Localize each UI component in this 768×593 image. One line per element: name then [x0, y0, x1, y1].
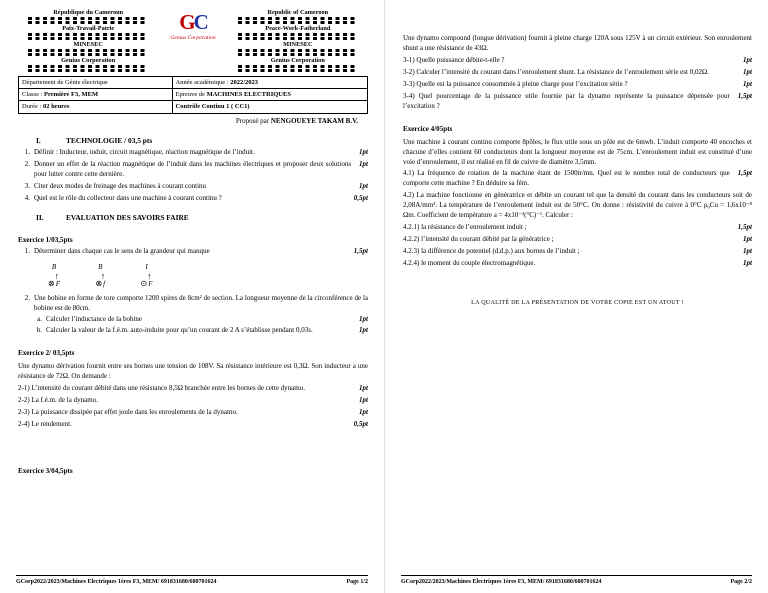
- logo-caption: Genius Corporation: [170, 35, 216, 41]
- up-arrow-icon: ↑: [100, 270, 106, 281]
- section-1-heading: [18, 136, 368, 147]
- vector-label-top: I⃗: [145, 263, 154, 272]
- points-badge: 1pt: [359, 383, 368, 392]
- country-en: Republic of Cameroon: [267, 9, 329, 16]
- dotted-rule: [28, 69, 148, 72]
- ex3-q4: 1,5pt 3-4) Quel pourcentage de la puissance utile fournie par la dynamo représente la puissance dépensée pour l’excitation ?: [403, 91, 752, 110]
- points-badge: 1pt: [359, 148, 368, 157]
- field-symbol-icon: ⊗: [48, 278, 55, 288]
- item-number: 4.: [24, 193, 30, 202]
- country-fr: République du Cameroun: [53, 9, 124, 16]
- tech-item-3: [18, 182, 368, 192]
- academic-year-label: Année académique :: [175, 78, 231, 86]
- item-text: Une bobine en forme de tore comporte 1200 spires de 8cm² de section. La longueur moyenne de la circonférence de la bobine est de 80cm.: [34, 294, 368, 313]
- section-1-title: TECHNOLOGIE / 03,5 pts: [66, 135, 153, 145]
- dotted-rule: [28, 37, 148, 40]
- page-number: Page 2/2: [730, 579, 752, 586]
- vector-label-top: B⃗: [51, 263, 62, 272]
- ex4-q2-1: 1,5pt 4.2.1) la résistance de l’enroulement induit ;: [403, 223, 752, 232]
- vector-label-top: B⃗: [98, 263, 108, 272]
- letterhead-french: [18, 9, 158, 73]
- item-text: 1pt Donner un effet de la réaction magnétique de l’induit dans les machines électriques et proposer deux solutions pour lutter contre cette dernière.: [34, 159, 368, 178]
- dotted-rule: [238, 37, 358, 40]
- points-badge: 1pt: [359, 407, 368, 416]
- tech-item-4: [18, 194, 368, 204]
- points-badge: 1,5pt: [737, 169, 752, 178]
- exercise-4-intro: Une machine à courant continu comporte 8pôles, le flux utile sous un pôle est de 6mwb. L’induit comporte 40 encoches et chacune d’elles contient 60 conducteurs dont la longueur moyenne est de 75cm. L’enroulement induit est constitué d’une voie d’enroulement, il est réalisé en fil de cuivre de diamètre 3,5mm.: [403, 137, 752, 166]
- class-value: Première F3, MEM: [44, 91, 99, 99]
- up-arrow-icon: ↑: [54, 270, 59, 281]
- dotted-rule: [28, 49, 148, 52]
- points-badge: 1,5pt: [737, 223, 752, 232]
- school-en: Genius Corporation: [270, 56, 325, 64]
- ex2-q2: 1pt 2-2) La f.é.m. de la dynamo.: [18, 395, 368, 404]
- item-number: 1.: [24, 148, 30, 157]
- item-number: 1.: [24, 247, 30, 256]
- points-badge: 1pt: [359, 395, 368, 404]
- tech-item-2: [18, 160, 368, 180]
- ex3-q3: 1pt 3-3) Quelle est la puissance consommée à pleine charge pour l’excitation série ?: [403, 79, 752, 88]
- ex4-q1: 1,5pt 4.1) La fréquence de rotation de la machine étant de 1500tr/mn. Quel est le nombre total de conducteurs que comporte cette machine ? En déduire sa fém.: [403, 169, 752, 188]
- dotted-rule: [238, 33, 358, 36]
- item-number: b.: [36, 325, 42, 334]
- class-label: Classe :: [22, 91, 45, 99]
- dotted-rule: [28, 33, 148, 36]
- page-2: [384, 0, 768, 593]
- ex4-q2-3: 1pt 4.2.3) la différence de potentiel (d.d.p.) aux bornes de l’induit ;: [403, 247, 752, 255]
- duration-cell: [19, 101, 173, 113]
- proposed-by: [18, 117, 368, 127]
- item-number: 2.: [24, 159, 30, 168]
- section-2-number: II.: [36, 212, 44, 222]
- logo-gc-icon: [158, 12, 227, 33]
- ex3-q2: 1pt 3-2) Calculer l’intensité du courant dans l’enroulement shunt. La résistance de l’enroulement série est 0,02Ω.: [403, 67, 752, 76]
- item-text: 1,5pt Déterminer dans chaque cas le sens de la grandeur qui manque: [34, 247, 368, 256]
- item-text: 1pt Calculer la valeur de la f.é.m. auto-induite pour qu’un courant de 2 A s’établisse pendant 0,03s.: [46, 325, 368, 334]
- points-badge: 1,5pt: [353, 247, 368, 256]
- ex4-q2-4: 1pt 4.2.4) le moment du couple électromagnétique.: [403, 258, 752, 267]
- letterhead: [18, 9, 368, 73]
- exercise-4-title: Exercice 4/05pts: [403, 124, 453, 133]
- department-cell: Département de Génie électrique: [19, 76, 173, 88]
- exercise-1-title: Exercice 1/03,5pts: [18, 236, 73, 245]
- table-row: [19, 76, 368, 88]
- points-badge: 1pt: [359, 159, 368, 168]
- subject-value: MACHINES ELECTRIQUES: [206, 91, 291, 99]
- dotted-rule: [238, 21, 358, 24]
- dotted-rule: [28, 21, 148, 24]
- exam-type-cell: Contrôle Continu 1 ( CC1): [172, 101, 367, 113]
- field-symbol-icon: ⊗: [95, 278, 103, 288]
- dotted-rule: [28, 53, 148, 56]
- field-symbol-icon: ⊙: [140, 278, 148, 288]
- dotted-rule: [238, 69, 358, 72]
- points-badge: 0,5pt: [353, 193, 368, 202]
- up-arrow-icon: ↑: [147, 270, 152, 281]
- exercise-2-intro: Une dynamo dérivation fournit entre ses bornes une tension de 108V. Sa résistance intérieure est 0,3Ω. Son inducteur a une résistance de 72Ω. On demande :: [18, 361, 368, 380]
- logo-letter-c: C: [193, 10, 207, 34]
- points-badge: 1pt: [359, 181, 368, 190]
- ex2-q3: 1pt 2-3) La puissance dissipée par effet joule dans les enroulements de la dynamo.: [18, 407, 368, 416]
- page-1-footer: [16, 575, 368, 587]
- item-text: 1pt Définir : Inducteur, induit, circuit magnétique, réaction magnétique de l’induit.: [34, 148, 368, 157]
- dotted-rule: [28, 17, 148, 20]
- vector-label-bottom: ⊙F⃗: [140, 278, 158, 288]
- ex1-q1: [18, 247, 368, 257]
- dotted-rule: [28, 65, 148, 68]
- dotted-rule: [238, 65, 358, 68]
- vector-diagram-1: [48, 264, 65, 288]
- vector-diagram-2: [95, 264, 110, 288]
- motto-en: Peace-Work-Fatherland: [265, 24, 331, 32]
- ex4-q2-2: 1pt 4.2.2) l’intensité du courant débité par la génératrice ;: [403, 235, 752, 244]
- ministry-fr: MINESEC: [73, 40, 103, 48]
- points-badge: 1pt: [743, 235, 752, 244]
- quality-note: LA QUALITÉ DE LA PRÉSENTATION DE VOTRE COPIE EST UN ATOUT !: [471, 299, 684, 306]
- ministry-en: MINESEC: [283, 40, 313, 48]
- subject-label: Epreuve de: [175, 91, 207, 99]
- exam-info-table: [18, 76, 368, 114]
- ex1-q2-sub-a: [34, 315, 368, 325]
- table-row: [19, 101, 368, 113]
- dotted-rule: [238, 53, 358, 56]
- ex2-q4: 0,5pt 2-4) Le rendement.: [18, 419, 368, 428]
- ex4-q2: 4.2) La machine fonctionne en génératrice et débite un courant tel que la densité du courant dans les conducteurs soit de 2,08A/mm². La température de l’enroulement induit est de 50°C. On donne : résistivité du cuivre à 0°C ρ₀Cu = 1,6x10⁻⁸ Ωm. Coefficient de température a = 4x10⁻³(°C)⁻¹. Calculer :: [403, 191, 752, 220]
- points-badge: 1pt: [359, 314, 368, 323]
- item-number: 3.: [24, 181, 30, 190]
- vector-diagram-3: [141, 264, 158, 288]
- dotted-rule: [238, 17, 358, 20]
- section-2-title: EVALUATION DES SAVOIRS FAIRE: [66, 212, 189, 222]
- vector-label-bottom: ⊗f⃗: [95, 278, 111, 288]
- vector-label-bottom: ⊗F⃗: [48, 278, 66, 288]
- points-badge: 1pt: [743, 55, 752, 64]
- motto-fr: Paix-Travail-Patrie: [62, 24, 115, 32]
- logo-letter-g: G: [179, 10, 194, 34]
- duration-value: 02 heures: [42, 103, 70, 111]
- item-text: 1pt Citer deux modes de freinage des machines à courant continu: [34, 181, 368, 190]
- academic-year-cell: [172, 76, 367, 88]
- points-badge: 1pt: [743, 247, 752, 255]
- points-badge: 0,5pt: [353, 419, 368, 428]
- letterhead-english: [228, 9, 368, 73]
- item-number: 2.: [24, 294, 30, 303]
- ex3-q1: 1pt 3-1) Quelle puissance débite-t-elle ?: [403, 55, 752, 64]
- subject-cell: [172, 89, 367, 101]
- footer-reference: GCorp2022/2023/Machines Electriques 1ères F3, MEM/ 691831680/680701624: [16, 579, 217, 586]
- points-badge: 1pt: [743, 79, 752, 88]
- vector-diagrams: [48, 264, 368, 288]
- academic-year-value: 2022/2023: [230, 78, 259, 86]
- school-fr: Genius Corporation: [61, 56, 116, 64]
- item-text: 0,5pt Quel est le rôle du collecteur dans une machine à courant continu ?: [34, 193, 368, 202]
- section-1-number: I.: [36, 135, 41, 145]
- item-number: a.: [37, 314, 42, 323]
- school-logo: [158, 9, 227, 43]
- page-2-footer: [401, 575, 752, 587]
- page-number: Page 1/2: [346, 579, 368, 586]
- table-row: [19, 89, 368, 101]
- ex1-q2-sub-b: [34, 326, 368, 336]
- dotted-rule: [238, 49, 358, 52]
- item-text: 1pt Calculer l’inductance de la bobine: [46, 314, 368, 323]
- ex2-q1: 1pt 2-1) L’intensité du courant débité dans une résistance 8,5Ω branchée entre les bornes de cette dynamo.: [18, 383, 368, 392]
- tech-item-1: [18, 148, 368, 158]
- exercise-2-title: Exercice 2/ 03,5pts: [18, 348, 75, 357]
- section-2-heading: [18, 213, 368, 224]
- ex1-q2: [18, 294, 368, 314]
- exercise-3-title: Exercice 3/04,5pts: [18, 466, 73, 475]
- exercise-3-intro: Une dynamo compound (longue dérivation) fournit à pleine charge 120A sous 125V à un circuit extérieur. Son enroulement shunt a une résistance de 43Ω.: [403, 34, 752, 52]
- footer-reference: GCorp2022/2023/Machines Electriques 1ères F3, MEM/ 691831680/680701624: [401, 579, 602, 586]
- points-badge: 1pt: [359, 325, 368, 334]
- points-badge: 1pt: [743, 67, 752, 76]
- proposed-by-label: Proposé par: [235, 116, 271, 125]
- proposed-by-name: NENGOUEYE TAKAM B.V.: [270, 116, 358, 125]
- class-cell: [19, 89, 173, 101]
- duration-label: Durée :: [22, 103, 43, 111]
- points-badge: 1pt: [743, 258, 752, 267]
- points-badge: 1,5pt: [737, 91, 752, 100]
